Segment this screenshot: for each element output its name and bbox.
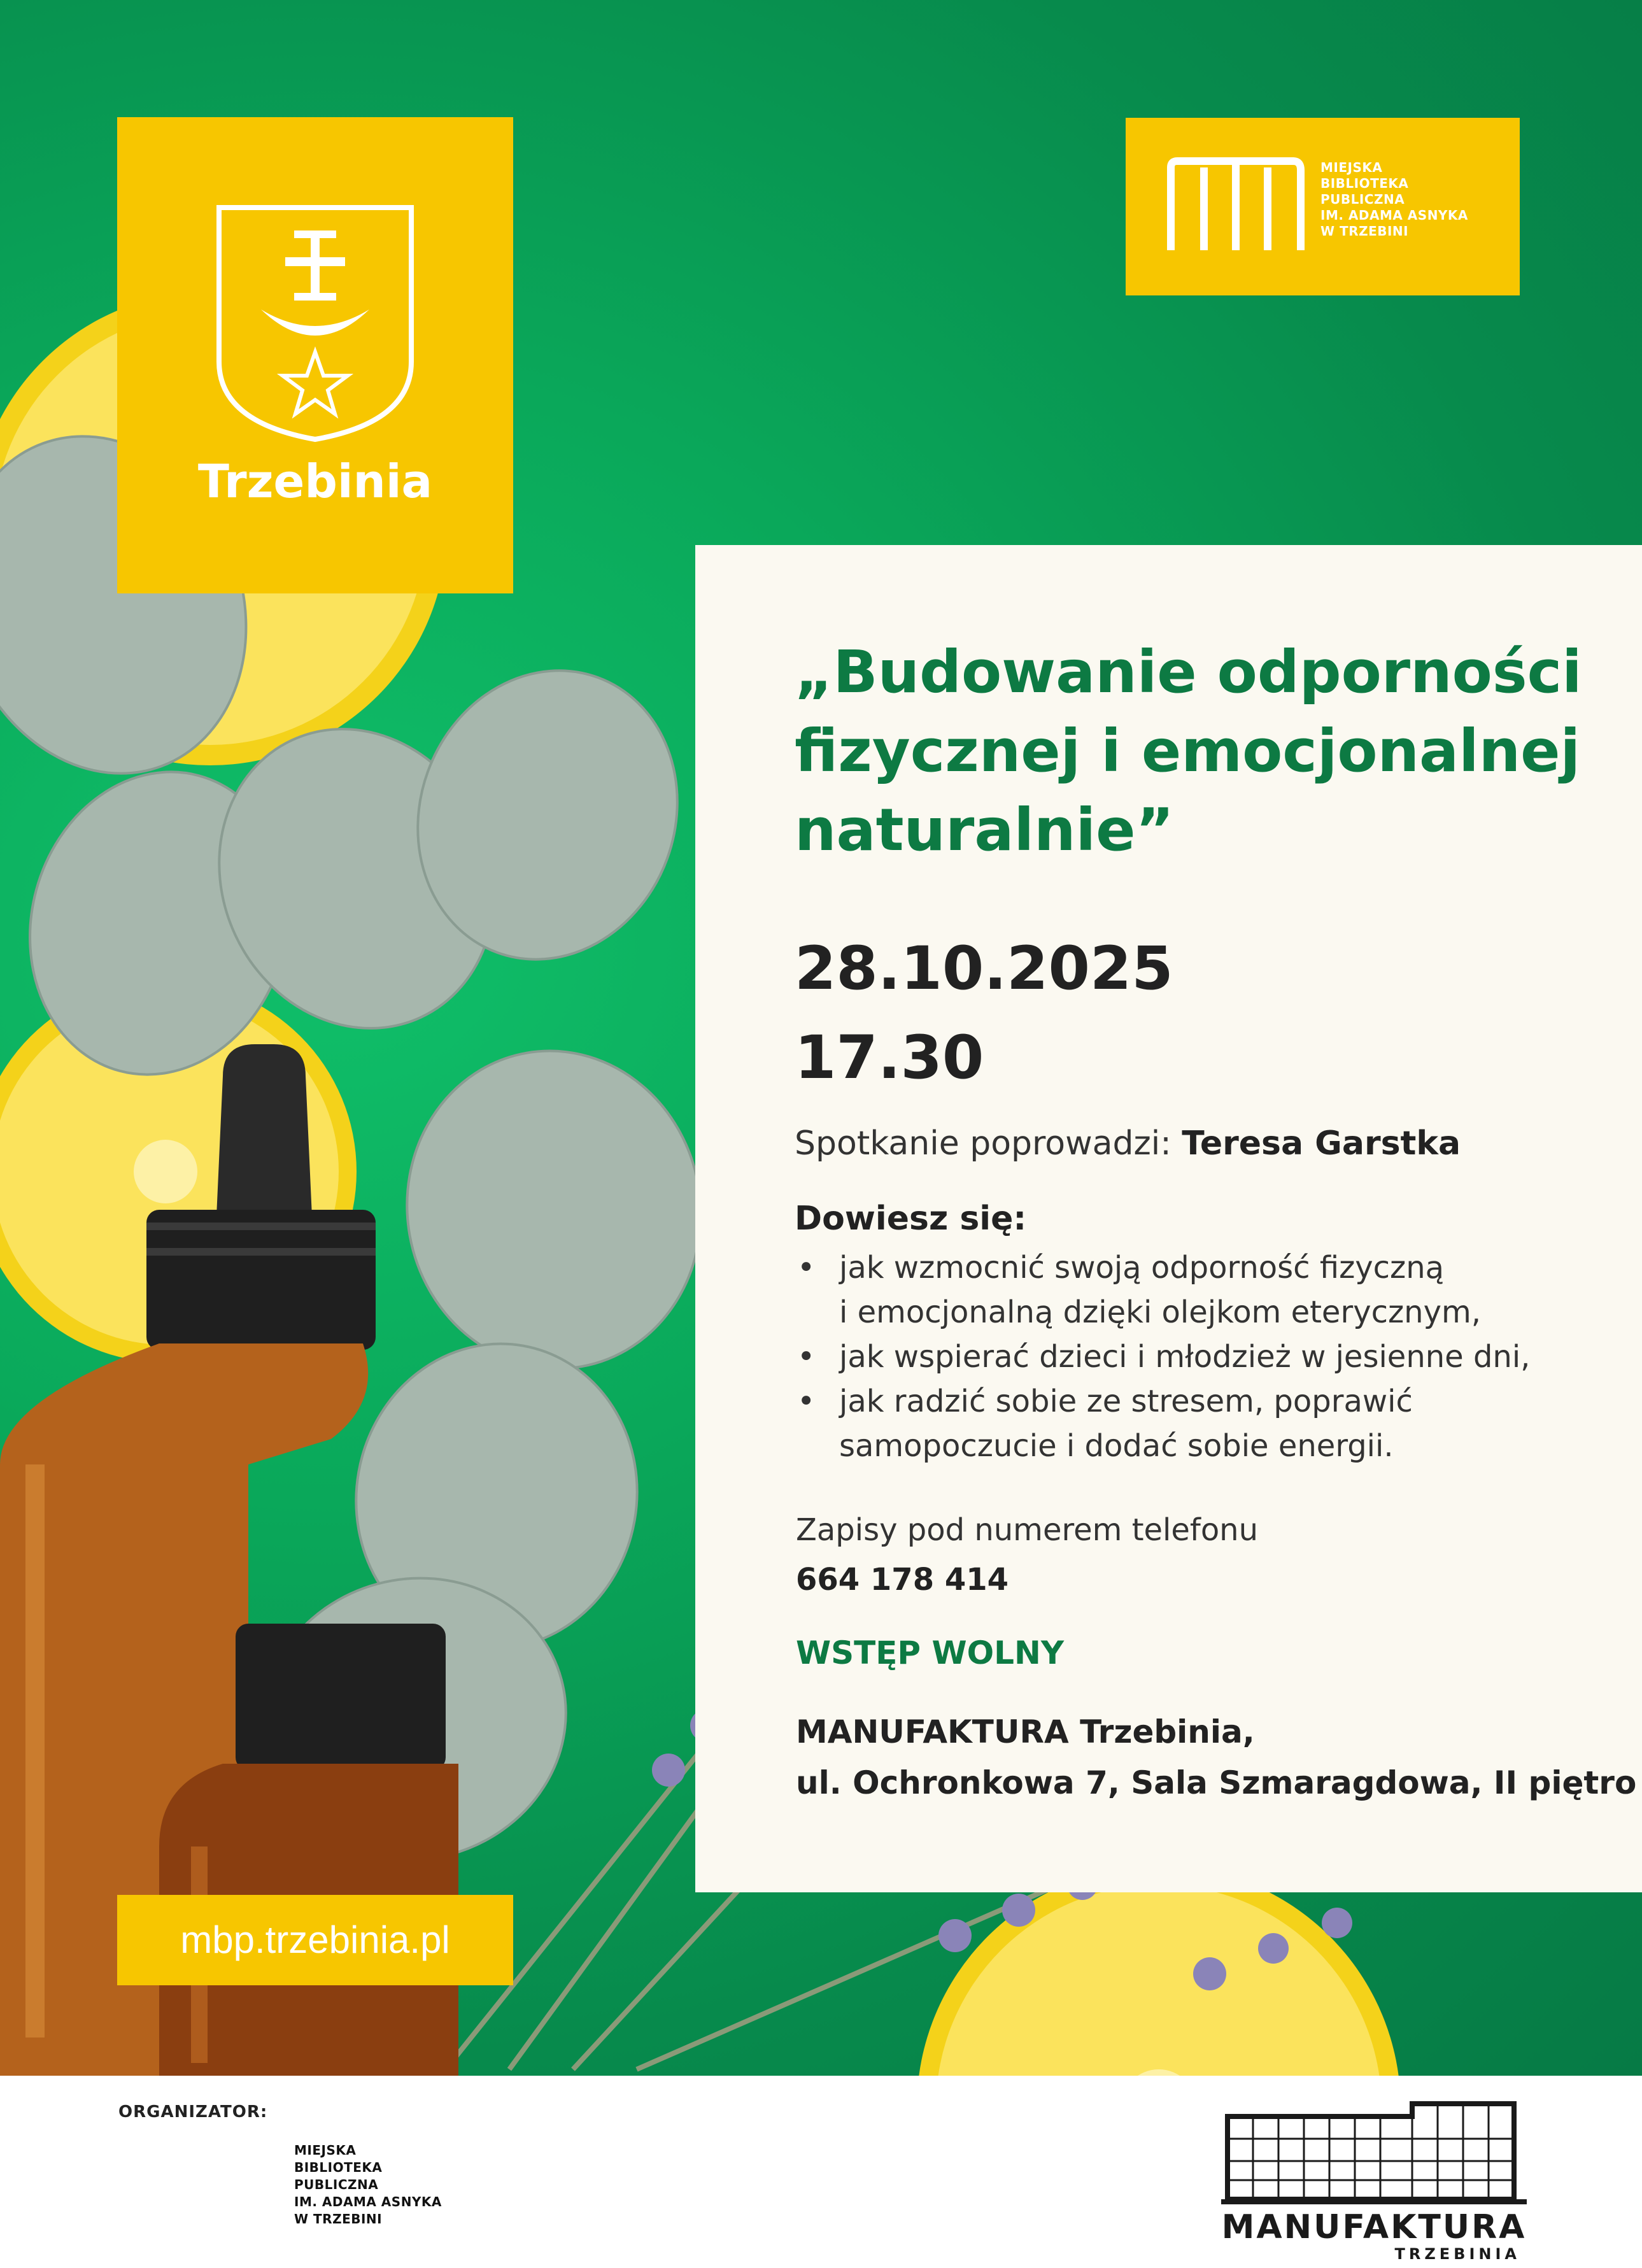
library-m-logo-icon: [1166, 155, 1306, 257]
list-item: • jak radzić sobie ze stresem, poprawić samopoczucie i dodać sobie energii.: [795, 1379, 1530, 1468]
event-venue: MANUFAKTURA Trzebinia, ul. Ochronkowa 7, Sala Szmaragdowa, II piętro: [796, 1713, 1637, 1801]
lemon-slice-bottom: [917, 1866, 1401, 2076]
event-info-panel: [695, 545, 1642, 1892]
manufaktura-wordmark: MANUFAKTURA: [1221, 2208, 1527, 2246]
phone-number: 664 178 414: [796, 1562, 1009, 1598]
library-logo-block: [1126, 118, 1520, 295]
organizer-name: MIEJSKA BIBLIOTEKA PUBLICZNA IM. ADAMA ASNYKA W TRZEBINI: [294, 2143, 442, 2227]
learn-heading: Dowiesz się:: [795, 1200, 1027, 1238]
website-link[interactable]: mbp.trzebinia.pl: [180, 1918, 450, 1961]
organizer-label: ORGANIZATOR:: [118, 2102, 268, 2122]
list-item: • jak wzmocnić swoją odporność fizyczną i emocjonalną dzięki olejkom eterycznym,: [795, 1245, 1530, 1335]
signup-label: Zapisy pod numerem telefonu: [796, 1512, 1259, 1548]
event-date: 28.10.2025: [795, 934, 1173, 1003]
building-icon: [1221, 2091, 1527, 2212]
list-item: • jak wspierać dzieci i młodzież w jesienne dni,: [795, 1335, 1530, 1379]
website-link-box[interactable]: [117, 1895, 513, 1985]
city-name: Trzebinia: [197, 455, 433, 508]
library-name: MIEJSKA BIBLIOTEKA PUBLICZNA IM. ADAMA ASNYKA W TRZEBINI: [1320, 160, 1468, 239]
footer: [0, 2076, 1642, 2268]
admission-badge: WSTĘP WOLNY: [796, 1634, 1065, 1671]
event-title: „Budowanie odporności fizycznej i emocjonalnej naturalnie”: [795, 638, 1582, 864]
host-name: Teresa Garstka: [1182, 1124, 1461, 1163]
coat-of-arms-icon: [214, 202, 416, 444]
event-host: [795, 1118, 1461, 1169]
host-label: Spotkanie poprowadzi:: [795, 1124, 1171, 1163]
manufaktura-subtitle: TRZEBINIA: [1394, 2245, 1520, 2263]
city-logo-block: [117, 117, 513, 593]
event-time: 17.30: [795, 1023, 984, 1093]
manufaktura-logo: [1221, 2091, 1527, 2263]
learn-list: [795, 1245, 1530, 1468]
